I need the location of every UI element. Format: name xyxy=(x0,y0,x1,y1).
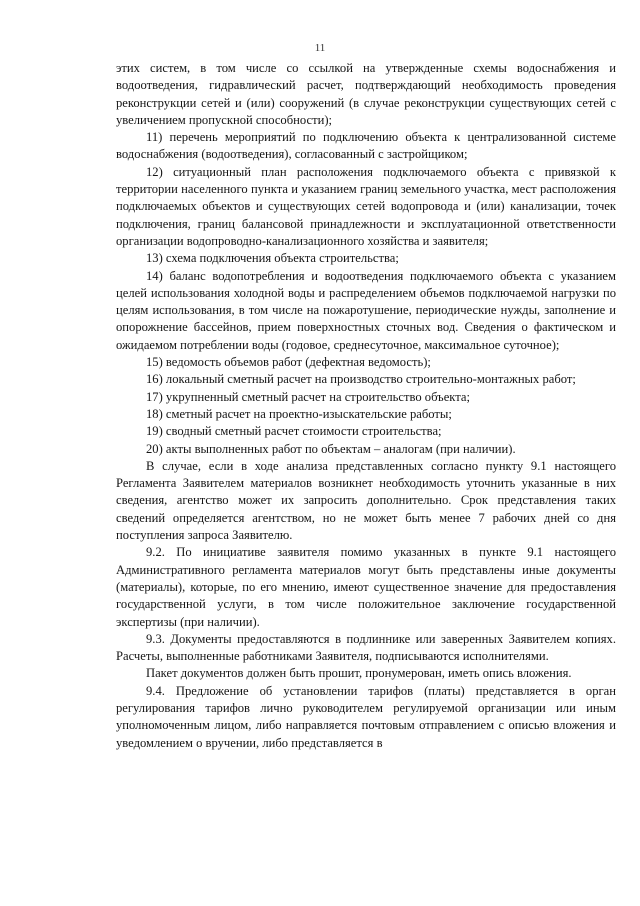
paragraph: 12) ситуационный план расположения подключаемого объекта с привязкой к территории населенного пункта и указанием границ земельного участка, мест расположения подключаемых объектов и существующих сетей водопровода и (или) канализации, точек подключения, границ балансовой принадлежности и эксплуатационной ответственности организации водопроводно-канализационного хозяйства и заявителя; xyxy=(116,164,616,248)
paragraph: 20) акты выполненных работ по объектам – аналогам (при наличии). xyxy=(146,441,516,456)
document-body xyxy=(116,60,616,752)
paragraph: 19) сводный сметный расчет стоимости строительства; xyxy=(146,424,442,439)
paragraph: Пакет документов должен быть прошит, пронумерован, иметь опись вложения. xyxy=(146,666,572,681)
page-number: 11 xyxy=(314,42,326,54)
paragraph: 11) перечень мероприятий по подключению объекта к централизованной системе водоснабжения (водоотведения), согласованный с застройщиком; xyxy=(116,130,616,162)
paragraph: 16) локальный сметный расчет на производство строительно-монтажных работ; xyxy=(146,372,576,387)
paragraph: 13) схема подключения объекта строительства; xyxy=(146,251,399,266)
paragraph: 9.4. Предложение об установлении тарифов (платы) представляется в орган регулирования тарифов лично руководителем регулируемой организации или иным уполномоченным лицом, либо направляется почтовым отправлением с описью вложения и уведомлением о вручении, либо представляется в xyxy=(116,683,616,750)
paragraph: 9.3. Документы предоставляются в подлиннике или заверенных Заявителем копиях. Расчеты, выполненные работниками Заявителя, подписываются исполнителями. xyxy=(116,631,616,664)
paragraph: В случае, если в ходе анализа представленных согласно пункту 9.1 настоящего Регламента Заявителем материалов возникнет необходимость уточнить указанные в них сведения, агентство может их запросить дополнительно. Срок представления таких сведений определяется агентством, но не может быть менее 7 рабочих дней со дня поступления запроса Заявителю. xyxy=(116,458,616,543)
paragraph: этих систем, в том числе со ссылкой на утвержденные схемы водоснабжения и водоотведения, гидравлический расчет, подтверждающий необходимость проведения реконструкции сетей и (или) сооружений (в случае реконструкции существующих сетей с увеличением пропускной способности); xyxy=(116,61,616,127)
paragraph: 18) сметный расчет на проектно-изыскательские работы; xyxy=(146,406,452,421)
paragraph: 17) укрупненный сметный расчет на строительство объекта; xyxy=(146,389,470,404)
paragraph: 15) ведомость объемов работ (дефектная ведомость); xyxy=(146,355,431,370)
paragraph: 14) баланс водопотребления и водоотведения подключаемого объекта с указанием целей использования холодной воды и распределением объемов подключаемой нагрузки по целям использования, в том числе на пожаротушение, периодические нужды, заполнение и опорожнение бассейнов, прием поверхностных сточных вод. Сведения о фактическом и ожидаемом потреблении воды (годовое, среднесуточное, максимальное суточное); xyxy=(116,268,616,352)
paragraph: 9.2. По инициативе заявителя помимо указанных в пункте 9.1 настоящего Административного регламента материалов могут быть представлены иные документы (материалы), которые, по его мнению, имеют существенное значение для предоставления государственной услуги, в том числе положительное заключение государственной экспертизы (при наличии). xyxy=(116,545,616,629)
